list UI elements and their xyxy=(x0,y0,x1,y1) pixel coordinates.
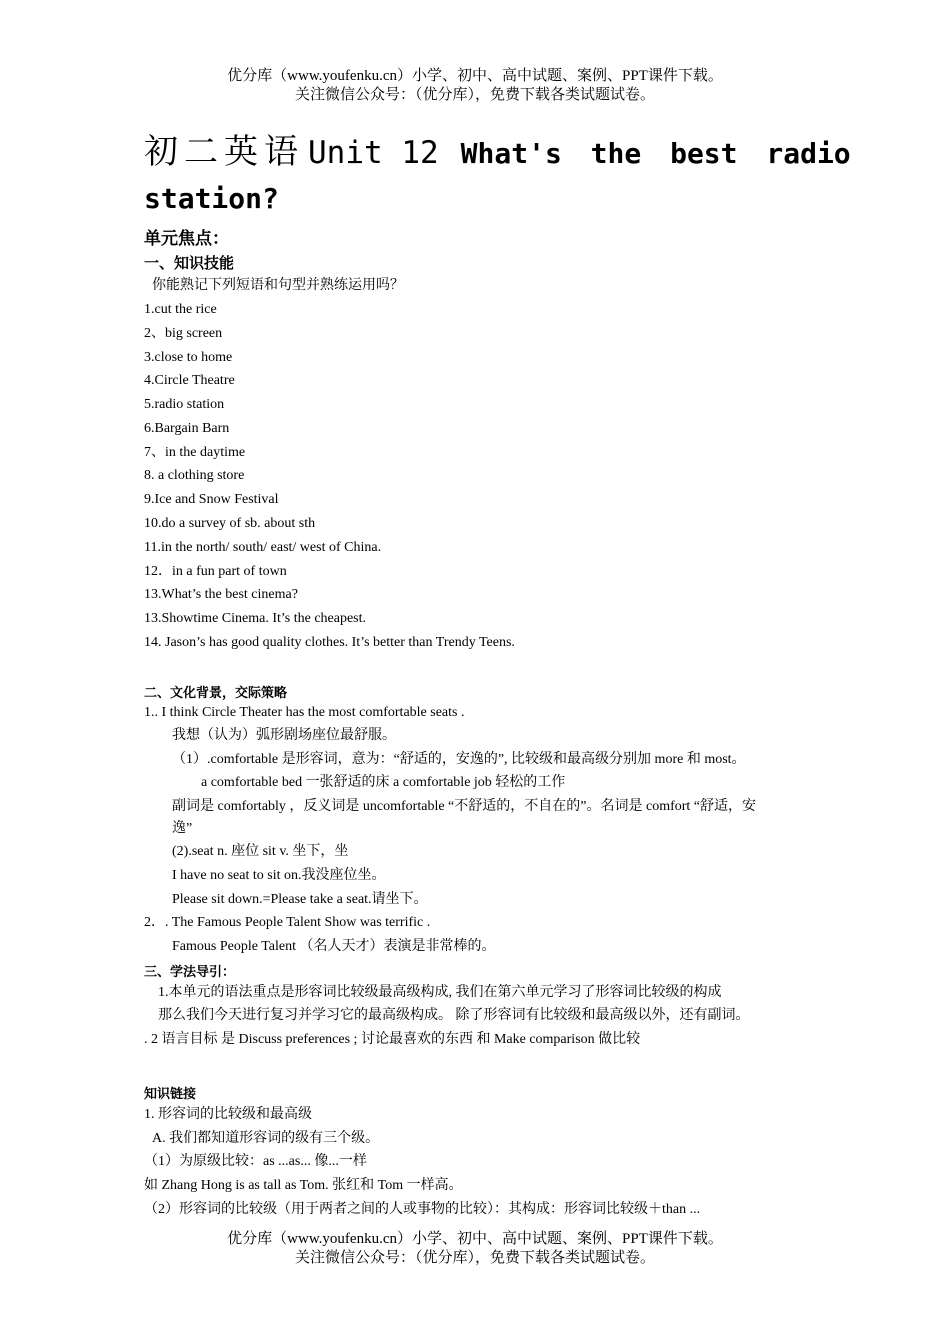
page-footer xyxy=(0,1230,950,1268)
page-header xyxy=(0,67,950,105)
list-item: 4.Circle Theatre xyxy=(144,373,235,388)
section2-line: 我想（认为）弧形剧场座位最舒服。 xyxy=(172,728,396,743)
list-item: 11.in the north/ south/ east/ west of China. xyxy=(144,540,382,555)
section1-intro: 你能熟记下列短语和句型并熟练运用吗？ xyxy=(152,278,404,293)
link-line: 如 Zhang Hong is as tall as Tom. 张红和 Tom 一样高。 xyxy=(144,1178,463,1193)
section2-line: (2).seat n. 座位 sit v. 坐下，坐 xyxy=(172,844,349,859)
section2-heading: 二、文化背景，交际策略 xyxy=(144,686,288,701)
section3-line: 1.本单元的语法重点是形容词比较级最高级构成, 我们在第六单元学习了形容词比较级的构成 xyxy=(158,985,722,1000)
page-title-line-2 xyxy=(144,182,279,215)
section1-heading: 一、知识技能 xyxy=(144,254,235,272)
list-item: 6.Bargain Barn xyxy=(144,421,230,436)
list-item: 13.Showtime Cinema. It’s the cheapest. xyxy=(144,611,367,626)
section2-line: Please sit down.=Please take a seat.请坐下。 xyxy=(172,892,428,907)
section3-heading: 三、学法导引： xyxy=(144,965,236,980)
section2-line: 逸” xyxy=(172,821,193,836)
title-cn: 初二英语 xyxy=(144,132,304,172)
list-item: 8. a clothing store xyxy=(144,468,245,483)
section3-line: 那么我们今天进行复习并学习它的最高级构成。 除了形容词有比较级和最高级以外，还有副词。 xyxy=(158,1008,750,1023)
link-heading: 知识链接 xyxy=(144,1087,197,1102)
section2-line: （1）.comfortable 是形容词，意为：“舒适的，安逸的”, 比较级和最高级分别加 more 和 most。 xyxy=(172,752,746,767)
link-line: （2）形容词的比较级（用于两者之间的人或事物的比较）：其构成：形容词比较级＋than ... xyxy=(144,1202,701,1217)
list-item: 1.cut the rice xyxy=(144,302,217,317)
list-item: 13.What’s the best cinema? xyxy=(144,587,298,602)
footer-line-2: 关注微信公众号：（优分库），免费下载各类试题试卷。 xyxy=(294,1250,655,1266)
section2-line: I have no seat to sit on.我没座位坐。 xyxy=(172,868,386,883)
header-line-1: 优分库（www.youfenku.cn）小学、初中、高中试题、案例、PPT课件下载。 xyxy=(227,68,723,84)
page-title xyxy=(144,124,851,173)
section2-line: a comfortable bed 一张舒适的床 a comfortable job 轻松的工作 xyxy=(201,775,566,790)
section2-line: Famous People Talent （名人天才）表演是非常棒的。 xyxy=(172,939,496,954)
focus-heading: 单元焦点： xyxy=(144,229,229,249)
list-item: 2、big screen xyxy=(144,326,223,341)
title-unit: Unit 12 xyxy=(308,135,439,171)
title-en-2: station? xyxy=(144,182,279,215)
section2-line: 1.. I think Circle Theater has the most comfortable seats . xyxy=(144,705,465,720)
header-line-2: 关注微信公众号：（优分库），免费下载各类试题试卷。 xyxy=(294,87,655,103)
link-line: （1）为原级比较：as ...as... 像...一样 xyxy=(144,1154,367,1169)
list-item: 9.Ice and Snow Festival xyxy=(144,492,279,507)
list-item: 7、in the daytime xyxy=(144,445,246,460)
list-item: 3.close to home xyxy=(144,350,233,365)
section2-line: 副词是 comfortably ，反义词是 uncomfortable “不舒适的，不自在的”。名词是 comfort “舒适，安 xyxy=(172,799,757,814)
list-item: 10.do a survey of sb. about sth xyxy=(144,516,316,531)
title-en-1: What's the best radio xyxy=(460,137,851,170)
footer-line-1: 优分库（www.youfenku.cn）小学、初中、高中试题、案例、PPT课件下载。 xyxy=(227,1231,723,1247)
section3-line: . 2 语言目标 是 Discuss preferences ; 讨论最喜欢的东西 和 Make comparison 做比较 xyxy=(144,1032,641,1047)
list-item: 12．in a fun part of town xyxy=(144,564,287,579)
section2-line: 2．. The Famous People Talent Show was terrific . xyxy=(144,915,431,930)
link-line: A. 我们都知道形容词的级有三个级。 xyxy=(152,1131,380,1146)
link-line: 1. 形容词的比较级和最高级 xyxy=(144,1107,312,1122)
list-item: 14. Jason’s has good quality clothes. It’s better than Trendy Teens. xyxy=(144,635,515,650)
list-item: 5.radio station xyxy=(144,397,225,412)
